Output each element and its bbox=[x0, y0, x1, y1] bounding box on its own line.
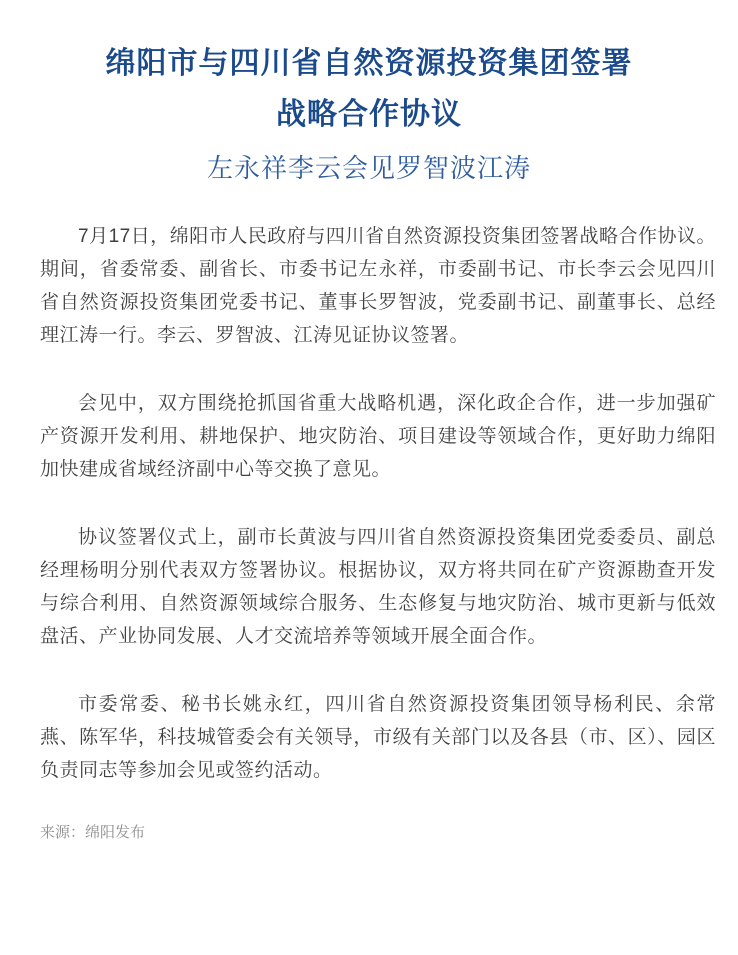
article-header bbox=[0, 0, 738, 185]
source-line: 来源：绵阳发布 bbox=[40, 824, 146, 841]
paragraph: 协议签署仪式上，副市长黄波与四川省自然资源投资集团党委委员、副总经理杨明分别代表双方签署协议。根据协议，双方将共同在矿产资源勘查开发与综合利用、自然资源领域综合服务、生态修复与地灾防治、城市更新与低效盘活、产业协同发展、人才交流培养等领域开展全面合作。 bbox=[40, 527, 716, 647]
article-title bbox=[0, 38, 738, 140]
article-body bbox=[0, 220, 738, 843]
paragraph: 7月17日，绵阳市人民政府与四川省自然资源投资集团签署战略合作协议。期间，省委常委、副省长、市委书记左永祥，市委副书记、市长李云会见四川省自然资源投资集团党委书记、董事长罗智波，党委副书记、副董事长、总经理江涛一行。李云、罗智波、江涛见证协议签署。 bbox=[40, 226, 716, 346]
article-subtitle: 左永祥李云会见罗智波江涛 bbox=[206, 154, 531, 183]
article-title-line-1: 绵阳市与四川省自然资源投资集团签署 bbox=[105, 47, 633, 80]
article-title-line-2: 战略合作协议 bbox=[276, 98, 462, 131]
paragraph: 市委常委、秘书长姚永红，四川省自然资源投资集团领导杨利民、余常燕、陈军华，科技城管委会有关领导，市级有关部门以及各县（市、区）、园区负责同志等参加会见或签约活动。 bbox=[40, 694, 716, 781]
paragraph: 会见中，双方围绕抢抓国省重大战略机遇，深化政企合作，进一步加强矿产资源开发利用、耕地保护、地灾防治、项目建设等领域合作，更好助力绵阳加快建成省域经济副中心等交换了意见。 bbox=[40, 393, 716, 480]
